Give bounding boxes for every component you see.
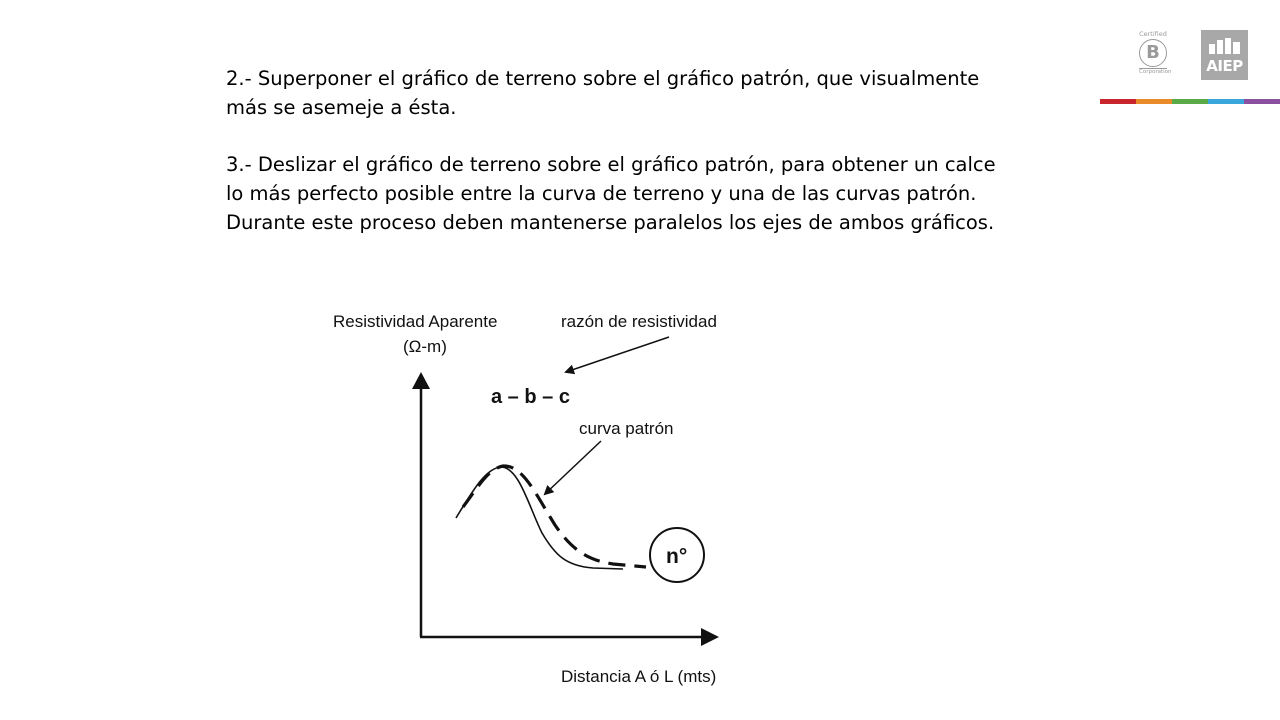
curve-matching-diagram: [323, 285, 819, 697]
building-icon: [1209, 38, 1240, 54]
x-axis-arrowhead: [701, 628, 719, 646]
y-axis-arrowhead: [412, 372, 430, 389]
bcorp-b-icon: B: [1139, 39, 1167, 67]
bcorp-logo: [1133, 30, 1173, 84]
color-bar-green: [1172, 99, 1208, 104]
x-axis-label: Distancia A ó L (mts): [561, 667, 717, 686]
color-bar-purple: [1244, 99, 1280, 104]
y-axis-unit: (Ω-m): [403, 337, 447, 356]
curve-number-label: n°: [666, 545, 688, 568]
brand-color-bar: [1100, 99, 1280, 104]
step-3-line-2: lo más perfecto posible entre la curva de terreno y una de las curvas patrón.: [226, 182, 977, 205]
bcorp-certified-text: Certified: [1139, 30, 1167, 38]
aiep-logo-text: AIEP: [1206, 57, 1243, 75]
step-3-line-3: Durante este proceso deben mantenerse paralelos los ejes de ambos gráficos.: [226, 211, 995, 234]
bcorp-corporation-text: Corporation: [1139, 69, 1172, 75]
color-bar-orange: [1136, 99, 1172, 104]
ratio-label: razón de resistividad: [561, 312, 717, 331]
ratio-value: a – b – c: [491, 386, 570, 408]
color-bar-blue: [1208, 99, 1244, 104]
step-3-text: [226, 150, 996, 237]
aiep-logo: [1201, 30, 1248, 80]
step-2-text: [226, 64, 979, 122]
y-axis-label: Resistividad Aparente: [333, 312, 498, 331]
step-2-line-2: más se asemeje a ésta.: [226, 96, 457, 119]
step-3-line-1: 3.- Deslizar el gráfico de terreno sobre el gráfico patrón, para obtener un calce: [226, 153, 996, 176]
step-2-line-1: 2.- Superponer el gráfico de terreno sobre el gráfico patrón, que visualmente: [226, 67, 980, 90]
diagram-svg: [323, 285, 819, 697]
curve-label: curva patrón: [579, 419, 674, 438]
ratio-pointer-arrow: [566, 337, 669, 372]
color-bar-red: [1100, 99, 1136, 104]
curve-pointer-arrow: [545, 441, 601, 494]
